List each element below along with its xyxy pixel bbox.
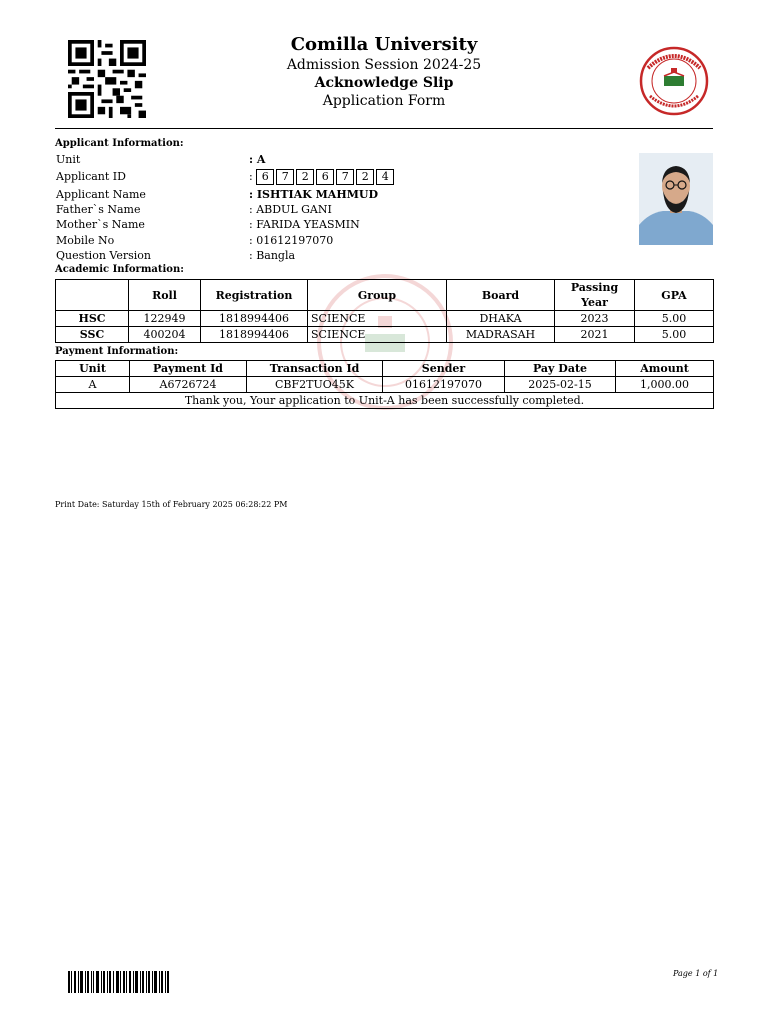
academic-header-row (56, 280, 714, 311)
id-digit: 7 (276, 169, 294, 185)
unit-label: Unit (56, 153, 81, 166)
academic-header: Passing Year (555, 280, 635, 311)
slip-title: Acknowledge Slip (314, 75, 454, 91)
payment-header-row (56, 361, 714, 377)
academic-table (55, 279, 714, 343)
applicant-section-title: Applicant Information: (55, 138, 184, 149)
academic-header: Roll (129, 280, 201, 311)
university-name: Comilla University (290, 34, 478, 55)
academic-header: Board (447, 280, 555, 311)
form-title: Application Form (322, 93, 446, 109)
passing-year-cell: 2023 (555, 311, 635, 327)
payment-header: Unit (56, 361, 130, 377)
payment-header: Transaction Id (247, 361, 383, 377)
father-name-label: Father`s Name (56, 203, 141, 216)
academic-header: Group (308, 280, 447, 311)
applicant-id-label: Applicant ID (56, 170, 126, 183)
payment-id-cell: A6726724 (130, 377, 247, 393)
qr-code (65, 40, 149, 118)
mobile-value: : 01612197070 (249, 234, 334, 247)
exam-name: SSC (56, 327, 129, 343)
applicant-id-colon: : (249, 170, 253, 183)
document-header (250, 34, 518, 111)
admission-session: Admission Session 2024-25 (286, 57, 482, 73)
gpa-cell: 5.00 (635, 311, 714, 327)
sender-cell: 01612197070 (383, 377, 505, 393)
pay-date-cell: 2025-02-15 (505, 377, 616, 393)
question-version-value: : Bangla (249, 249, 296, 262)
registration-cell: 1818994406 (201, 327, 308, 343)
applicant-name-label: Applicant Name (56, 188, 146, 201)
table-row (56, 377, 714, 393)
university-logo (634, 46, 714, 116)
father-name-value: : ABDUL GANI (249, 203, 332, 216)
exam-name: HSC (56, 311, 129, 327)
passing-year-cell: 2021 (555, 327, 635, 343)
mother-name-label: Mother`s Name (56, 218, 145, 231)
page-number: Page 1 of 1 (673, 969, 719, 978)
unit-value: : A (249, 153, 266, 166)
academic-header (56, 280, 129, 311)
transaction-id-cell: CBF2TUO45K (247, 377, 383, 393)
table-row (56, 327, 714, 343)
payment-table (55, 360, 714, 409)
id-digit: 2 (296, 169, 314, 185)
academic-header: GPA (635, 280, 714, 311)
print-date: Print Date: Saturday 15th of February 2025 06:28:22 PM (55, 500, 288, 509)
id-digit: 2 (356, 169, 374, 185)
mobile-label: Mobile No (56, 234, 115, 247)
table-row (56, 311, 714, 327)
payment-header: Sender (383, 361, 505, 377)
table-row (56, 393, 714, 409)
academic-section-title: Academic Information: (55, 264, 184, 275)
id-digit: 6 (316, 169, 334, 185)
applicant-photo (639, 153, 713, 245)
id-digit: 7 (336, 169, 354, 185)
registration-cell: 1818994406 (201, 311, 308, 327)
gpa-cell: 5.00 (635, 327, 714, 343)
roll-cell: 122949 (129, 311, 201, 327)
group-cell: SCIENCE (308, 311, 447, 327)
board-cell: DHAKA (447, 311, 555, 327)
id-digit: 6 (256, 169, 274, 185)
group-cell: SCIENCE (308, 327, 447, 343)
payment-section-title: Payment Information: (55, 346, 179, 357)
applicant-name-value: : ISHTIAK MAHMUD (249, 188, 379, 201)
roll-cell: 400204 (129, 327, 201, 343)
mother-name-value: : FARIDA YEASMIN (249, 218, 360, 231)
question-version-label: Question Version (56, 249, 151, 262)
id-digit: 4 (376, 169, 394, 185)
payment-header: Pay Date (505, 361, 616, 377)
barcode (68, 971, 170, 993)
payment-header: Payment Id (130, 361, 247, 377)
amount-cell: 1,000.00 (616, 377, 714, 393)
header-divider (55, 128, 713, 129)
payment-header: Amount (616, 361, 714, 377)
applicant-id-value (249, 169, 396, 185)
confirmation-message: Thank you, Your application to Unit-A has been successfully completed. (56, 393, 714, 409)
payment-unit-cell: A (56, 377, 130, 393)
board-cell: MADRASAH (447, 327, 555, 343)
academic-header: Registration (201, 280, 308, 311)
